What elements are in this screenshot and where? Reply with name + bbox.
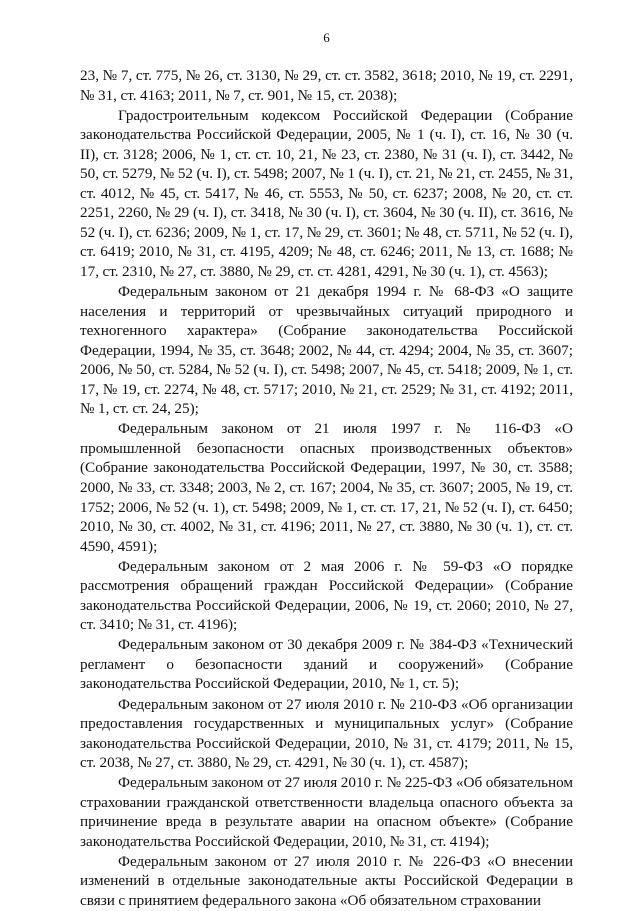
paragraph-1: 23, № 7, ст. 775, № 26, ст. 3130, № 29, ст. ст. 3582, 3618; 2010, № 19, ст. 2291, № 31, ст. 4163; 2011, № 7, ст. 901, № 15, ст. 2038);: [80, 67, 573, 104]
paragraph-7: Федеральным законом от 27 июля 2010 г. № 210-ФЗ «Об организации предоставления государственных и муниципальных услуг» (Собрание законодательства Российской Федерации, 2010, № 31, ст. 4179; 2011, № 15, ст. 2038, № 27, ст. 3880, № 29, ст. 4291, № 30 (ч. 1), ст. 4587);: [80, 695, 573, 772]
paragraph-5: Федеральным законом от 2 мая 2006 г. № 59-ФЗ «О порядке рассмотрения обращений граждан Российской Федерации» (Собрание законодательства Российской Федерации, 2006, № 19, ст. 2060; 2010, № 27, ст. 3410; № 31, ст. 4196);: [80, 557, 573, 634]
document-body: [80, 66, 573, 911]
paragraph-2: Градостроительным кодексом Российской Федерации (Собрание законодательства Российской Федерации, 2005, № 1 (ч. I), ст. 16, № 30 (ч. II), ст. 3128; 2006, № 1, ст. ст. 10, 21, № 23, ст. 2380, № 31 (ч. I), ст. 3442, № 50, ст. 5279, № 52 (ч. I), ст. 5498; 2007, № 1 (ч. I), ст. 21, № 21, ст. 2455, № 31, ст. 4012, № 45, ст. 5417, № 46, ст. 5553, № 50, ст. 6237; 2008, № 20, ст. ст. 2251, 2260, № 29 (ч. I), ст. 3418, № 30 (ч. I), ст. 3604, № 30 (ч. II), ст. 3616, № 52 (ч. I), ст. 6236; 2009, № 1, ст. 17, № 29, ст. 3601; № 48, ст. 5711, № 52 (ч. I), ст. 6419; 2010, № 31, ст. 4195, 4209; № 48, ст. 6246; 2011, № 13, ст. 1688; № 17, ст. 2310, № 27, ст. 3880, № 29, ст. ст. 4281, 4291, № 30 (ч. 1), ст. 4563);: [80, 106, 573, 280]
paragraph-8: Федеральным законом от 27 июля 2010 г. № 225-ФЗ «Об обязательном страховании гражданской ответственности владельца опасного объекта за причинение вреда в результате аварии на опасном объекте» (Собрание законодательства Российской Федерации, 2010, № 31, ст. 4194);: [80, 774, 573, 850]
paragraph-6: Федеральным законом от 30 декабря 2009 г. № 384-ФЗ «Технический регламент о безопасности зданий и сооружений» (Собрание законодательства Российской Федерации, 2010, № 1, ст. 5);: [80, 636, 573, 693]
paragraph-9: Федеральным законом от 27 июля 2010 г. № 226-ФЗ «О внесении изменений в отдельные законодательные акты Российской Федерации в связи с принятием федерального закона «Об обязательном страховании: [80, 852, 573, 909]
page-number: 6: [323, 30, 330, 45]
paragraph-4: Федеральным законом от 21 июля 1997 г. № 116-ФЗ «О промышленной безопасности опасных производственных объектов» (Собрание законодательства Российской Федерации, 1997, № 30, ст. 3588; 2000, № 33, ст. 3348; 2003, № 2, ст. 167; 2004, № 35, ст. 3607; 2005, № 19, ст. 1752; 2006, № 52 (ч. 1), ст. 5498; 2009, № 1, ст. ст. 17, 21, № 52 (ч. I), ст. 6450; 2010, № 30, ст. 4002, № 31, ст. 4196; 2011, № 27, ст. 3880, № 30 (ч. 1), ст. ст. 4590, 4591);: [80, 420, 573, 555]
paragraph-3: Федеральным законом от 21 декабря 1994 г. № 68-ФЗ «О защите населения и территорий от чрезвычайных ситуаций природного и техногенного характера» (Собрание законодательства Российской Федерации, 1994, № 35, ст. 3648; 2002, № 44, ст. 4294; 2004, № 35, ст. 3607; 2006, № 50, ст. 5284, № 52 (ч. I), ст. 5498; 2007, № 45, ст. 5418; 2009, № 1, ст. 17, № 19, ст. 2274, № 48, ст. 5717; 2010, № 21, ст. 2529; № 31, ст. 4192; 2011, № 1, ст. ст. 24, 25);: [80, 283, 573, 418]
